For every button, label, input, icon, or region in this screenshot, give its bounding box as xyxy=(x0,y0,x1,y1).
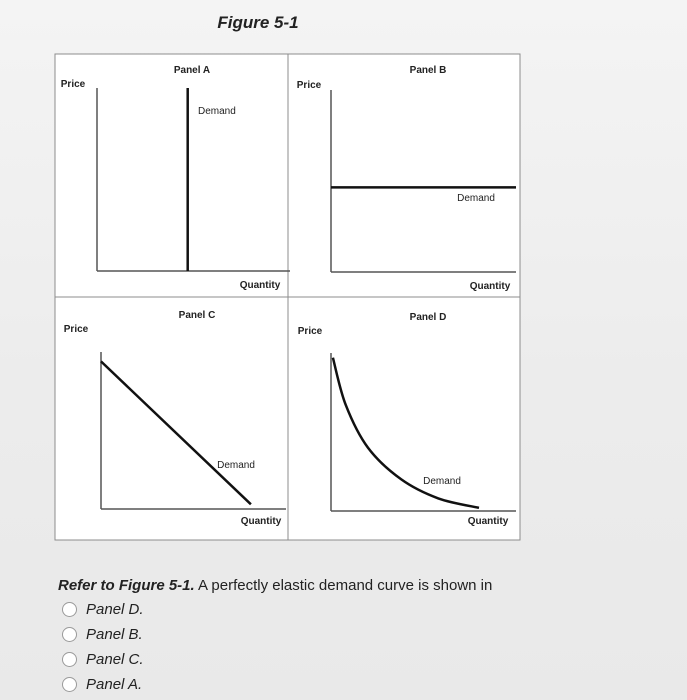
answer-option-panel-d[interactable] xyxy=(62,601,144,618)
panel-a-ylabel: Price xyxy=(60,79,86,90)
option-label: Panel B. xyxy=(86,626,143,643)
panel-a-label: Panel A xyxy=(173,65,211,76)
option-label: Panel C. xyxy=(86,651,144,668)
panel-d-xlabel: Quantity xyxy=(467,516,509,527)
answer-option-panel-a[interactable] xyxy=(62,676,142,693)
panel-c-curve-label: Demand xyxy=(217,460,255,471)
option-label: Panel A. xyxy=(86,676,143,693)
panel-d-ylabel: Price xyxy=(297,326,323,337)
question-prompt: A perfectly elastic demand curve is shown in xyxy=(194,577,493,594)
radio-button[interactable] xyxy=(62,627,77,642)
panel-b-label: Panel B xyxy=(409,65,447,76)
answer-option-panel-b[interactable] xyxy=(62,626,143,643)
panel-d-label: Panel D xyxy=(409,312,447,323)
option-label: Panel D. xyxy=(86,601,144,618)
radio-button[interactable] xyxy=(62,677,77,692)
answer-option-panel-c[interactable] xyxy=(62,651,144,668)
panel-a-curve-label: Demand xyxy=(198,106,236,117)
panel-d-curve-label: Demand xyxy=(423,476,461,487)
radio-button[interactable] xyxy=(62,602,77,617)
question-text xyxy=(58,577,492,594)
panel-c-label: Panel C xyxy=(178,310,216,321)
question-figure-reference: Refer to Figure 5-1. xyxy=(58,577,195,594)
panel-b-ylabel: Price xyxy=(296,80,322,91)
panel-b-xlabel: Quantity xyxy=(469,281,511,292)
panel-c-xlabel: Quantity xyxy=(240,516,282,527)
panel-a-xlabel: Quantity xyxy=(239,280,281,291)
panel-b-curve-label: Demand xyxy=(457,193,495,204)
panel-c-ylabel: Price xyxy=(63,324,89,335)
radio-button[interactable] xyxy=(62,652,77,667)
figure-title: Figure 5-1 xyxy=(217,13,299,32)
